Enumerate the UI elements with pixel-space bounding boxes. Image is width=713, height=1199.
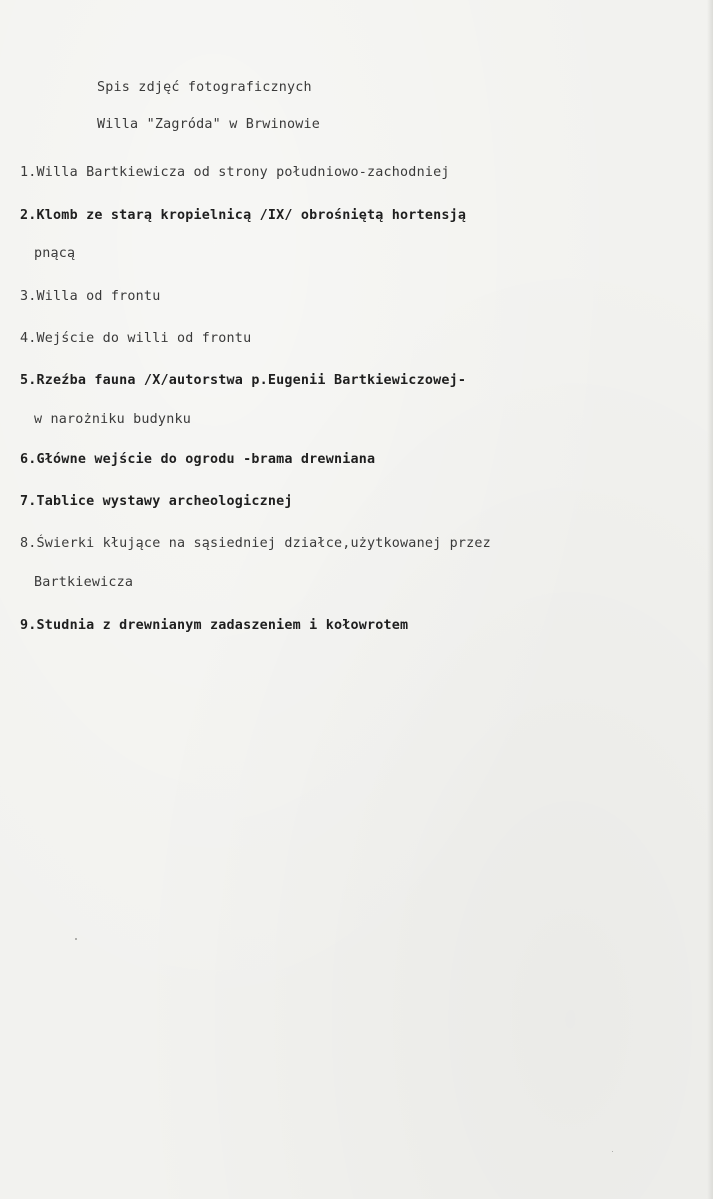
- title-line-1: Spis zdjęć fotograficznych: [97, 80, 312, 95]
- list-item-7: 7.Tablice wystawy archeologicznej: [20, 494, 293, 509]
- list-item-3: 3.Willa od frontu: [20, 289, 161, 304]
- list-item-5: 5.Rzeźba fauna /X/autorstwa p.Eugenii Bartkiewiczowej-: [20, 373, 467, 388]
- list-item-4: 4.Wejście do willi od frontu: [20, 331, 252, 346]
- list-item-1: 1.Willa Bartkiewicza od strony południowo-zachodniej: [20, 165, 450, 180]
- paper-edge: [707, 0, 713, 1199]
- list-item-9: 9.Studnia z drewnianym zadaszeniem i kołowrotem: [20, 618, 409, 633]
- list-item-2: 2.Klomb ze starą kropielnicą /IX/ obrośniętą hortensją: [20, 208, 467, 223]
- list-item-8-continuation: Bartkiewicza: [34, 575, 134, 590]
- paper-speck: [612, 1151, 613, 1152]
- list-item-6: 6.Główne wejście do ogrodu -brama drewniana: [20, 452, 376, 467]
- list-item-8: 8.Świerki kłujące na sąsiedniej działce,użytkowanej przez: [20, 536, 491, 551]
- title-line-2: Willa "Zagróda" w Brwinowie: [97, 117, 321, 132]
- list-item-2-continuation: pnącą: [34, 246, 76, 261]
- paper-speck: [75, 938, 77, 940]
- list-item-5-continuation: w narożniku budynku: [34, 412, 191, 427]
